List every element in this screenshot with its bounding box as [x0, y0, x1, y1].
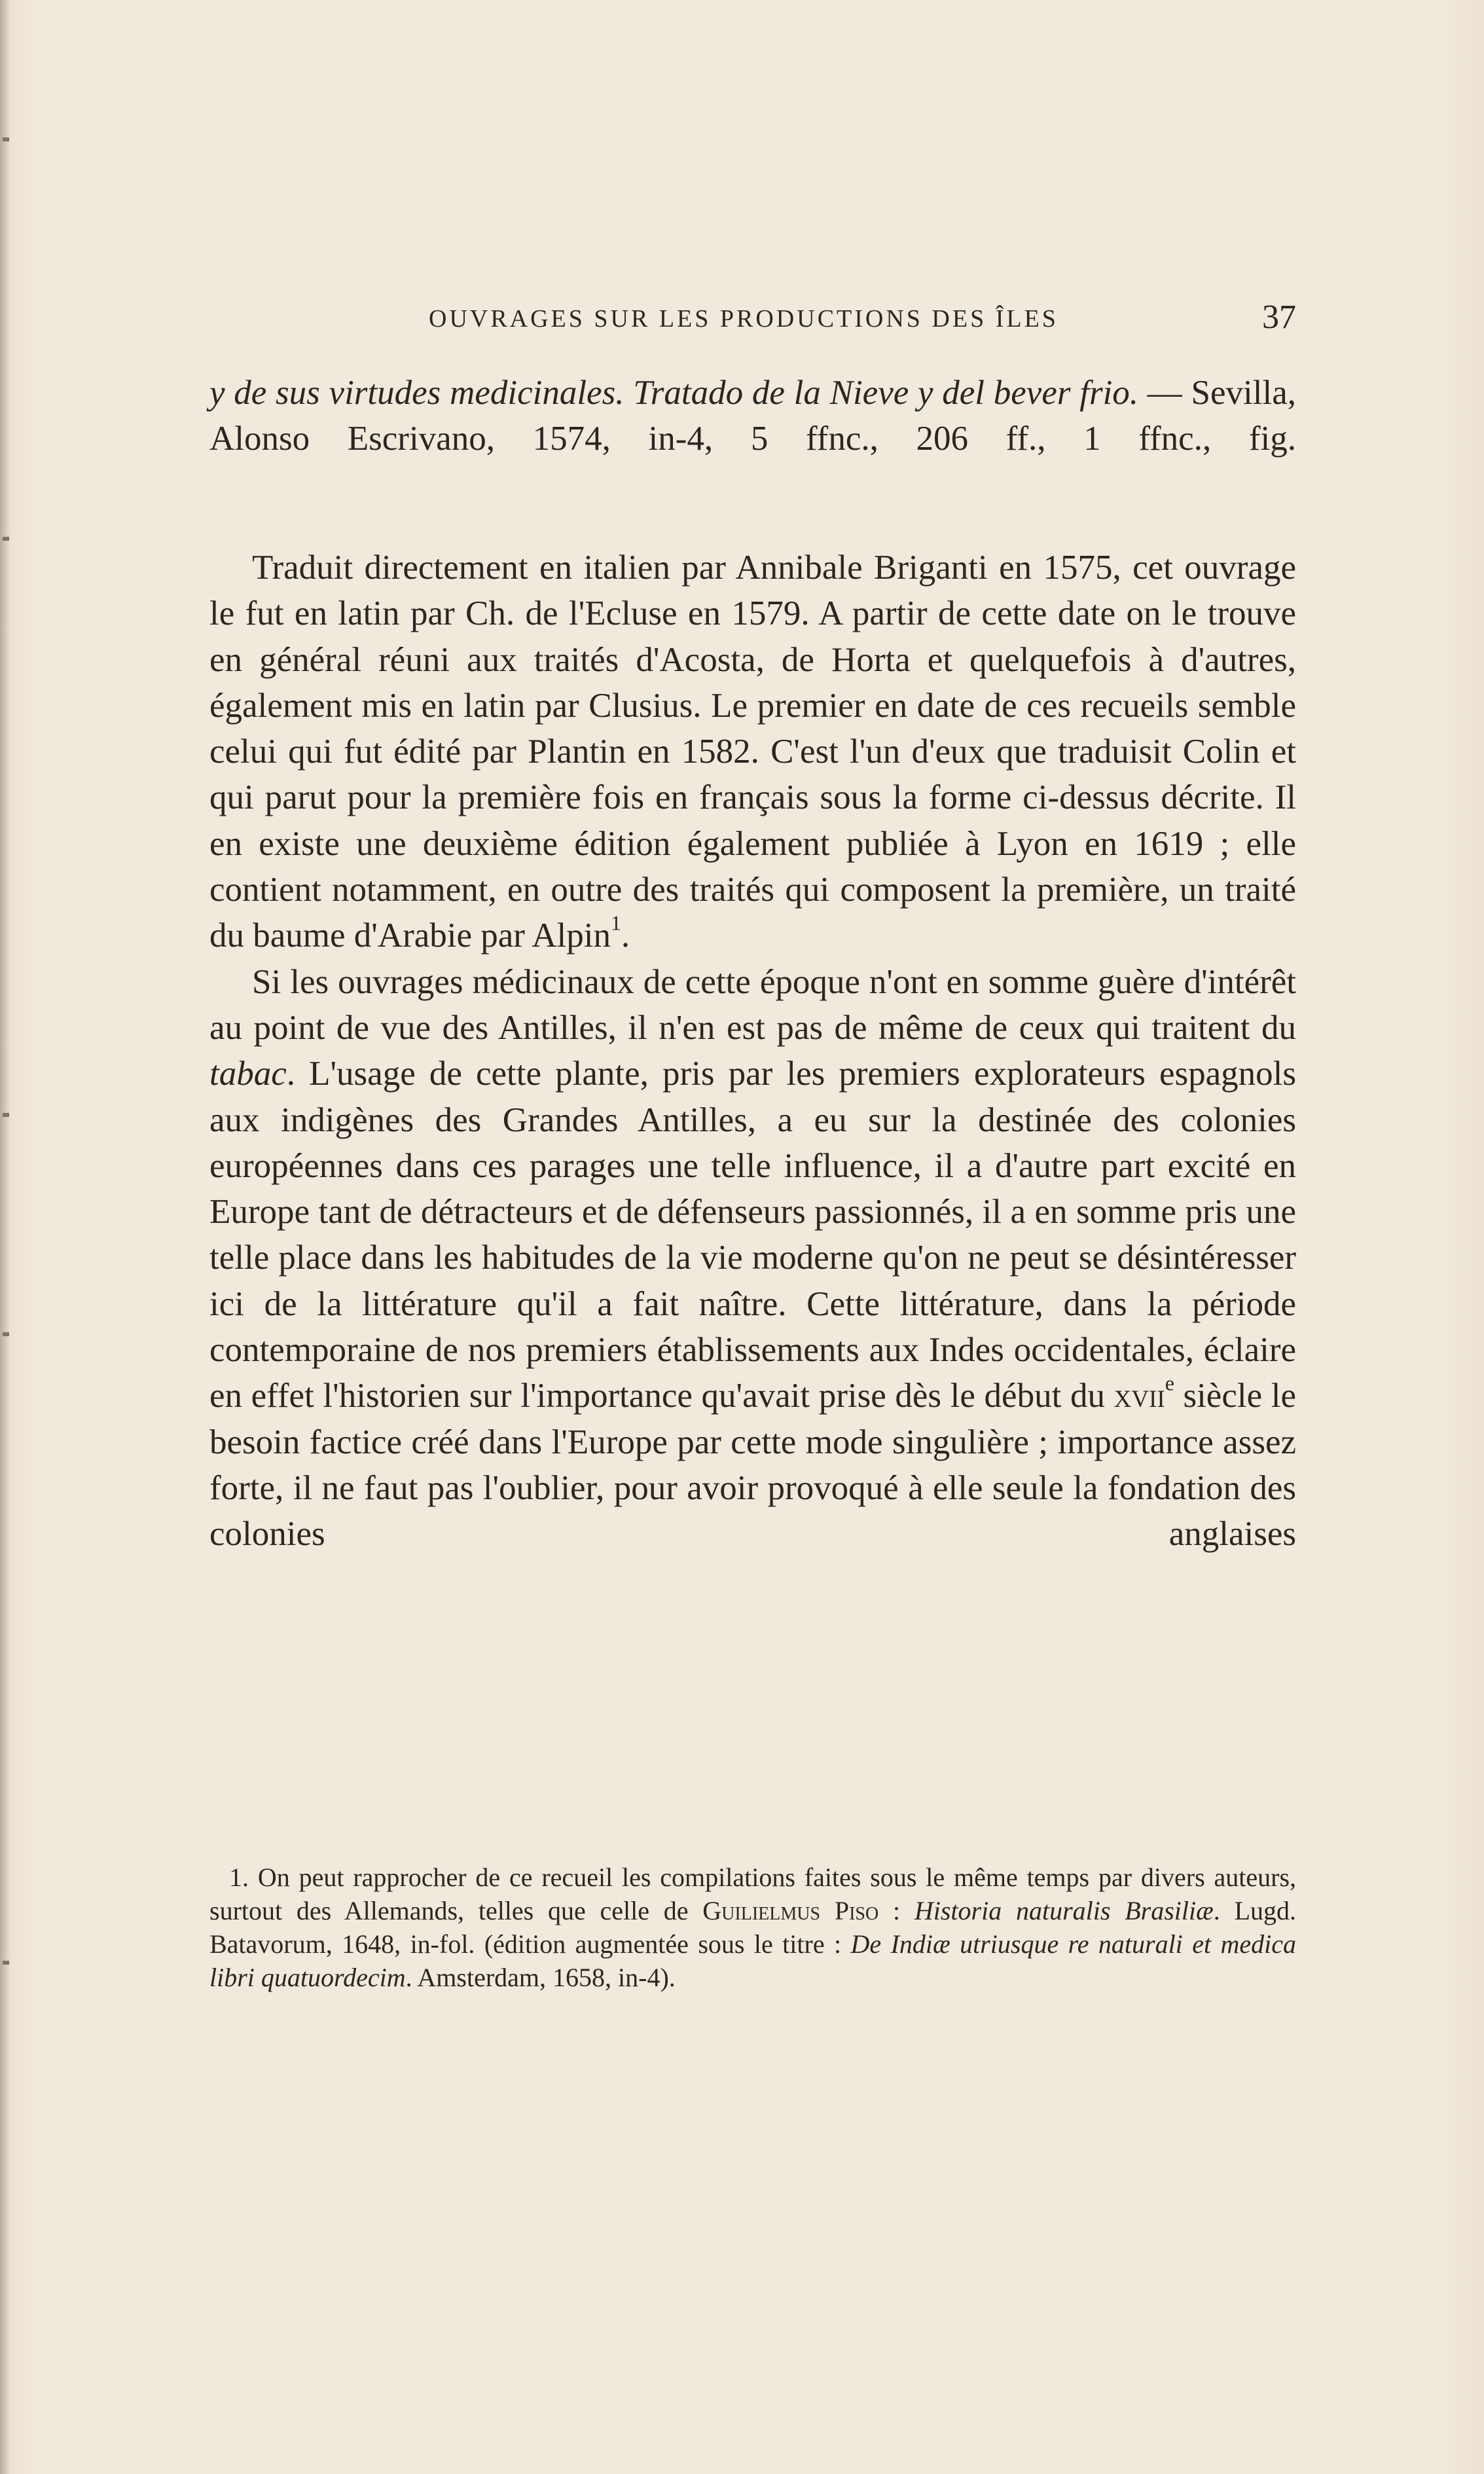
paragraph-1-text: Traduit directement en italien par Annibale Briganti en 1575, cet ouvrage le fut en latin par Ch. de l'Ecluse en 1579. A partir de cette date on le trouve en général réuni aux traités d'Acosta, de Horta et quelquefois à d'autres, également mis en latin par Clusius. Le premier en date de ces recueils semble celui qui fut édité par Plantin en 1582. C'est l'un d'eux que traduisit Colin et qui parut pour la première fois en français sous la forme ci-dessus décrite. Il en existe une deuxième édition également publiée à Lyon en 1619 ; elle contient notamment, en outre des traités qui composent la première, un traité du baume d'Arabie par Alpin [209, 549, 1296, 955]
footnote-title-2: De Indiæ utriusque re naturali et medica libri quatuordecim [209, 1929, 1297, 1992]
citation-title: y de sus virtudes medicinales. Tratado de la Nieve y del bever frio. [209, 374, 1139, 412]
margin-mark [3, 1332, 9, 1336]
footnote [209, 1861, 1296, 1994]
paragraph-2 [209, 959, 1296, 1557]
footnote-text-a: On peut rapprocher de ce recueil les compilations faites sous le même temps par divers auteurs, surtout des Allemands, telles que celle de [209, 1863, 1297, 1925]
page-binding-edge [0, 0, 9, 2474]
footnote-1 [209, 1861, 1296, 1994]
paragraph-2-text-b: . L'usage de cette plante, pris par les premiers explorateurs espagnols aux indigènes des Grandes Antilles, a eu sur la destinée des colonies européennes dans ces parages une telle influence, il a d'autre part excité en Europe tant de détracteurs et de défenseurs passionnés, il a en somme pris une telle place dans les habitudes de la vie moderne qu'on ne peut se désintéresser ici de la littérature qu'il a fait naître. Cette littérature, dans la période contemporaine de nos premiers établissements aux Indes occidentales, éclaire en effet l'historien sur l'importance qu'avait prise dès le début du [209, 1055, 1296, 1415]
page-header [213, 298, 1296, 344]
citation-entry [209, 370, 1296, 462]
page-number: 37 [1262, 299, 1296, 336]
paragraph-1: Traduit directement en italien par Annibale Briganti en 1575, cet ouvrage le fut en latin par Ch. de l'Ecluse en 1579. A partir de cette date on le trouve en général réuni aux traités d'Acosta, de Horta et quelquefois à d'autres, également mis en latin par Clusius. Le premier en date de ces recueils semble celui qui fut édité par Plantin en 1582. C'est l'un d'eux que traduisit Colin et qui parut pour la première fois en français sous la forme ci-dessus décrite. Il en existe une deuxième édition également publiée à Lyon en 1619 ; elle contient notamment, en outre des traités qui composent la première, un traité du baume d'Arabie par Alpin$^1$. [209, 549, 1296, 955]
footnote-number: 1. [229, 1863, 249, 1892]
main-text [209, 545, 1296, 1557]
footnote-reference: 1 [611, 911, 621, 935]
footnote-text-c: . Lugd. Batavorum, 1648, in-fol. (édition augmentée sous le titre : [209, 1896, 1296, 1959]
margin-mark [3, 1113, 9, 1117]
paragraph-2-text-c: siècle le besoin factice créé dans l'Europe par cette mode singulière ; importance assez forte, il ne faut pas l'oublier, pour avoir provoqué à elle seule la fondation des colonies anglaises [209, 1377, 1296, 1554]
margin-mark [3, 1961, 9, 1965]
footnote-title-1: Historia naturalis Brasiliæ [914, 1896, 1214, 1925]
footnote-text-b: : [892, 1896, 901, 1925]
century-suffix: e [1165, 1372, 1174, 1395]
footnote-text-d: . Amsterdam, 1658, in-4). [405, 1963, 676, 1992]
running-head: OUVRAGES SUR LES PRODUCTIONS DES ÎLES [429, 305, 1059, 333]
tabac-term: tabac [209, 1055, 287, 1093]
margin-mark [3, 137, 9, 141]
citation-imprint: — Sevilla, Alonso Escrivano, 1574, in-4, 5 ffnc., 206 ff., 1 ffnc., fig. [209, 374, 1296, 458]
century-numeral: xvii [1113, 1377, 1165, 1415]
footnote-author: Guilielmus Piso [702, 1896, 879, 1925]
paragraph-2-text-a: Si les ouvrages médicinaux de cette époque n'ont en somme guère d'intérêt au point de vue des Antilles, il n'en est pas de même de ceux qui traitent du [209, 962, 1296, 1047]
margin-mark [3, 537, 9, 541]
